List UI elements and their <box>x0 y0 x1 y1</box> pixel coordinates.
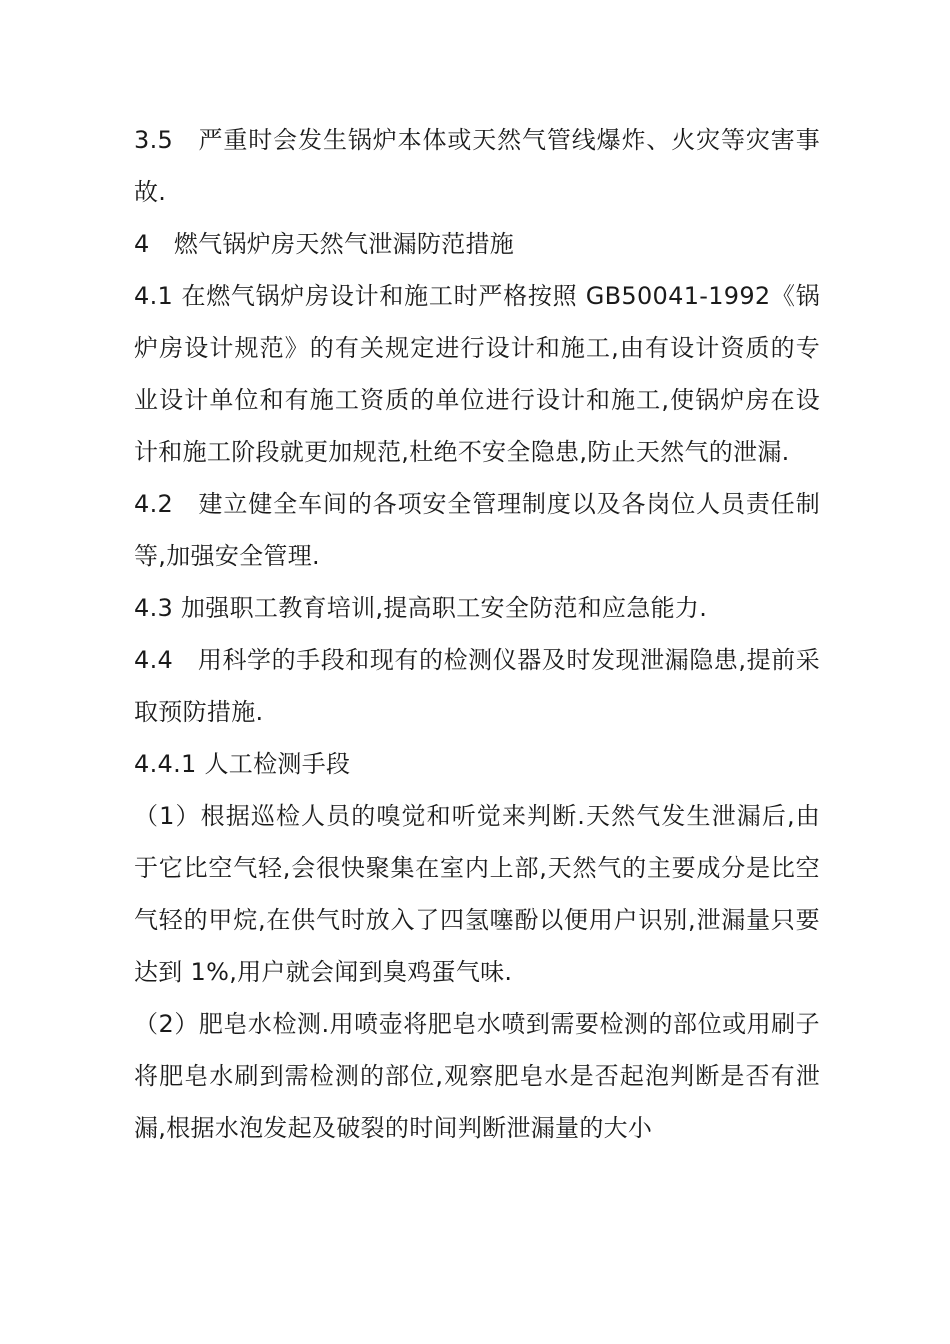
paragraph-4-1: 4.1 在燃气锅炉房设计和施工时严格按照 GB50041-1992《锅炉房设计规范》的有关规定进行设计和施工,由有设计资质的专业设计单位和有施工资质的单位进行设计和施工,使锅炉房在设计和施工阶段就更加规范,杜绝不安全隐患,防止天然气的泄漏. <box>134 282 820 466</box>
paragraph-3-5: 3.5 严重时会发生锅炉本体或天然气管线爆炸、火灾等灾害事故. <box>134 126 820 206</box>
section-heading-4: 4 燃气锅炉房天然气泄漏防范措施 <box>134 230 515 258</box>
paragraph-4-3: 4.3 加强职工教育培训,提高职工安全防范和应急能力. <box>134 594 708 622</box>
subsection-heading-4-4-1: 4.4.1 人工检测手段 <box>134 750 351 778</box>
paragraph-item-2: （2）肥皂水检测.用喷壶将肥皂水喷到需要检测的部位或用刷子将肥皂水刷到需检测的部位,观察肥皂水是否起泡判断是否有泄漏,根据水泡发起及破裂的时间判断泄漏量的大小 <box>134 1010 820 1142</box>
paragraph-4-4: 4.4 用科学的手段和现有的检测仪器及时发现泄漏隐患,提前采取预防措施. <box>134 646 820 726</box>
paragraph-4-2: 4.2 建立健全车间的各项安全管理制度以及各岗位人员责任制等,加强安全管理. <box>134 490 820 570</box>
paragraph-item-1: （1）根据巡检人员的嗅觉和听觉来判断.天然气发生泄漏后,由于它比空气轻,会很快聚集在室内上部,天然气的主要成分是比空气轻的甲烷,在供气时放入了四氢噻酚以便用户识别,泄漏量只要达到 1%,用户就会闻到臭鸡蛋气味. <box>134 802 820 986</box>
document-body <box>134 114 820 1154</box>
